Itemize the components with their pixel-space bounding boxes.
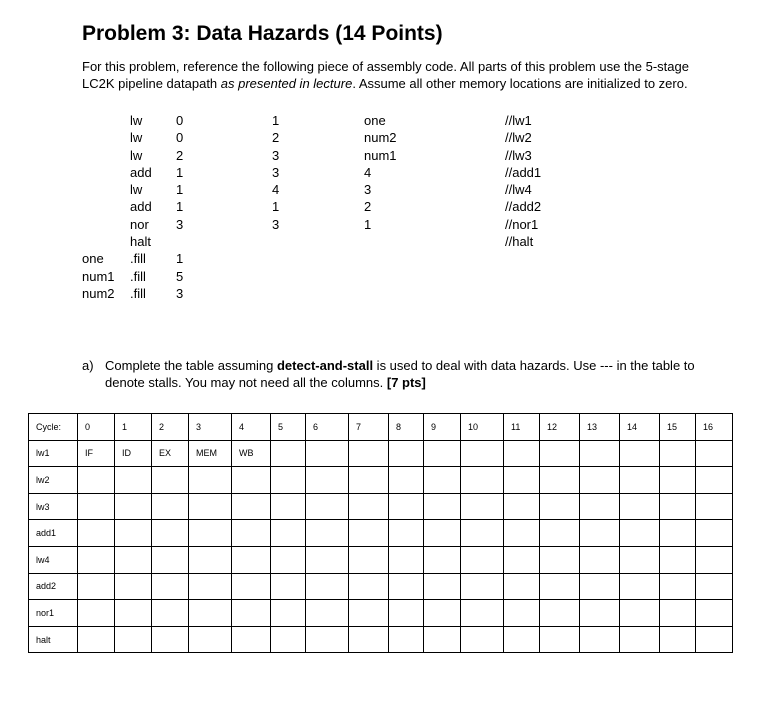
table-row [29, 626, 733, 653]
stage-cell[interactable] [78, 626, 115, 653]
stage-cell[interactable] [620, 467, 660, 494]
cycle-number: 14 [620, 414, 660, 441]
stage-cell[interactable] [461, 573, 504, 600]
stage-cell[interactable] [115, 626, 152, 653]
intro-paragraph [82, 58, 722, 92]
code-op: nor [130, 216, 149, 232]
stage-cell[interactable] [696, 600, 733, 627]
stage-cell[interactable] [349, 440, 389, 467]
stage-cell[interactable] [696, 440, 733, 467]
stage-cell[interactable] [232, 626, 271, 653]
stage-cell[interactable] [78, 520, 115, 547]
stage-cell[interactable] [424, 546, 461, 573]
stage-cell[interactable] [424, 493, 461, 520]
stage-cell[interactable] [461, 440, 504, 467]
stage-cell[interactable] [504, 546, 540, 573]
stage-cell[interactable] [115, 520, 152, 547]
stage-cell[interactable] [696, 573, 733, 600]
stage-cell[interactable] [78, 546, 115, 573]
stage-cell[interactable] [271, 546, 306, 573]
code-label: num1 [82, 268, 115, 284]
intro-text-2: . Assume all other memory locations are initialized to zero. [352, 76, 688, 91]
stage-cell[interactable] [424, 573, 461, 600]
stage-cell[interactable] [461, 626, 504, 653]
stage-cell[interactable]: ID [115, 440, 152, 467]
stage-cell[interactable] [660, 600, 696, 627]
stage-cell[interactable] [115, 600, 152, 627]
cycle-number: 9 [424, 414, 461, 441]
code-op: add [130, 199, 152, 215]
stage-cell[interactable] [232, 493, 271, 520]
stage-cell[interactable] [580, 493, 620, 520]
stage-cell[interactable] [580, 520, 620, 547]
stage-cell[interactable]: WB [232, 440, 271, 467]
stage-cell[interactable] [424, 626, 461, 653]
stage-cell[interactable] [540, 440, 580, 467]
stage-cell[interactable] [540, 600, 580, 627]
cycle-number: 8 [389, 414, 424, 441]
stage-cell[interactable] [349, 546, 389, 573]
intro-text-1: For this problem, reference the following piece of assembly code. All parts of this problem use the 5-stage LC2K pipeline datapath [82, 59, 689, 91]
stage-cell[interactable] [232, 600, 271, 627]
stage-cell[interactable] [540, 626, 580, 653]
part-a-bold-term: detect-and-stall [276, 358, 374, 373]
stage-cell[interactable] [271, 467, 306, 494]
code-comment: //lw1 [505, 113, 532, 128]
code-b: 3 [272, 216, 280, 232]
stage-cell[interactable] [660, 520, 696, 547]
stage-cell[interactable] [580, 626, 620, 653]
stage-cell[interactable] [580, 546, 620, 573]
cycle-number: 15 [660, 414, 696, 441]
code-op: .fill [130, 251, 146, 267]
stage-cell[interactable] [232, 520, 271, 547]
stage-cell[interactable] [349, 600, 389, 627]
code-op: lw [130, 130, 143, 146]
code-c: 2 [364, 199, 372, 215]
cycle-number: 11 [504, 414, 540, 441]
table-row [29, 573, 733, 600]
stage-cell[interactable] [504, 573, 540, 600]
instruction-name: add1 [29, 520, 78, 547]
code-c: 4 [364, 164, 372, 180]
instruction-name: halt [29, 626, 78, 653]
stage-cell[interactable] [306, 493, 349, 520]
part-a-text-1: Complete the table assuming [105, 358, 277, 373]
instruction-name: add2 [29, 573, 78, 600]
cycle-number: 0 [78, 414, 115, 441]
stage-cell[interactable] [461, 600, 504, 627]
instruction-name: lw1 [29, 440, 78, 467]
stage-cell[interactable] [620, 600, 660, 627]
instruction-name: lw3 [29, 493, 78, 520]
stage-cell[interactable] [696, 546, 733, 573]
stage-cell[interactable] [461, 520, 504, 547]
code-op: lw [130, 113, 143, 128]
stage-cell[interactable] [349, 626, 389, 653]
stage-cell[interactable] [189, 467, 232, 494]
stage-cell[interactable] [271, 626, 306, 653]
stage-cell[interactable] [152, 626, 189, 653]
code-comment: //lw4 [505, 182, 532, 198]
code-op: .fill [130, 268, 146, 284]
table-header-row [29, 414, 733, 441]
stage-cell[interactable] [271, 573, 306, 600]
stage-cell[interactable] [389, 573, 424, 600]
code-b: 3 [272, 164, 280, 180]
stage-cell[interactable] [232, 573, 271, 600]
table-row [29, 440, 733, 467]
table-row [29, 546, 733, 573]
stage-cell[interactable] [349, 573, 389, 600]
stage-cell[interactable] [189, 573, 232, 600]
code-b: 1 [272, 199, 280, 215]
cycle-number: 5 [271, 414, 306, 441]
stage-cell[interactable] [189, 546, 232, 573]
code-comment: //halt [505, 234, 534, 250]
stage-cell[interactable] [540, 546, 580, 573]
stage-cell[interactable] [660, 573, 696, 600]
table-row [29, 600, 733, 627]
code-b: 4 [272, 182, 280, 198]
code-c: 3 [364, 182, 372, 198]
cycle-number: 13 [580, 414, 620, 441]
stage-cell[interactable] [271, 520, 306, 547]
stage-cell[interactable] [620, 493, 660, 520]
intro-emphasis: as presented in lecture [220, 76, 353, 91]
stage-cell[interactable]: IF [78, 440, 115, 467]
code-label: one [82, 251, 104, 267]
table-row [29, 467, 733, 494]
stage-cell[interactable] [189, 493, 232, 520]
stage-cell[interactable] [620, 520, 660, 547]
stage-cell[interactable] [306, 467, 349, 494]
stage-cell[interactable] [424, 467, 461, 494]
part-a-label: a) [82, 358, 94, 373]
code-op: lw [130, 182, 143, 198]
problem-title: Problem 3: Data Hazards (14 Points) [82, 22, 443, 45]
stage-cell[interactable] [189, 520, 232, 547]
stage-cell[interactable] [660, 626, 696, 653]
code-a: 1 [176, 164, 184, 180]
cycle-number: 7 [349, 414, 389, 441]
stage-cell[interactable] [461, 493, 504, 520]
stage-cell[interactable] [540, 467, 580, 494]
cycle-number: 1 [115, 414, 152, 441]
pipeline-table [28, 413, 733, 653]
stage-cell[interactable] [580, 600, 620, 627]
stage-cell[interactable] [504, 520, 540, 547]
code-b: 3 [272, 147, 280, 163]
code-c: one [364, 113, 386, 128]
stage-cell[interactable] [389, 493, 424, 520]
code-a: 0 [176, 130, 184, 146]
stage-cell[interactable] [504, 467, 540, 494]
code-c: 1 [364, 216, 372, 232]
stage-cell[interactable] [620, 573, 660, 600]
code-a: 3 [176, 285, 184, 301]
code-comment: //lw2 [505, 130, 532, 146]
part-a-text-2: is used to deal with data hazards. Use --- in the table to denote stalls. You may not need all the columns. [105, 358, 695, 390]
stage-cell[interactable] [152, 493, 189, 520]
stage-cell[interactable] [504, 600, 540, 627]
stage-cell[interactable] [152, 546, 189, 573]
code-comment: //lw3 [505, 147, 532, 163]
stage-cell[interactable] [349, 493, 389, 520]
code-b: 2 [272, 130, 280, 146]
stage-cell[interactable] [389, 626, 424, 653]
stage-cell[interactable] [660, 546, 696, 573]
stage-cell[interactable] [580, 467, 620, 494]
stage-cell[interactable] [232, 467, 271, 494]
stage-cell[interactable] [349, 467, 389, 494]
stage-cell[interactable] [504, 493, 540, 520]
cycle-number: 4 [232, 414, 271, 441]
stage-cell[interactable] [540, 573, 580, 600]
cycle-number: 2 [152, 414, 189, 441]
code-op: .fill [130, 285, 146, 301]
stage-cell[interactable]: EX [152, 440, 189, 467]
part-a-text [105, 357, 702, 391]
stage-cell[interactable] [424, 600, 461, 627]
stage-cell[interactable] [232, 546, 271, 573]
code-comment: //add1 [505, 164, 542, 180]
stage-cell[interactable] [424, 440, 461, 467]
code-a: 2 [176, 147, 184, 163]
cycle-number: 16 [696, 414, 733, 441]
stage-cell[interactable] [306, 546, 349, 573]
code-a: 5 [176, 268, 184, 284]
code-a: 0 [176, 113, 184, 128]
instruction-name: lw4 [29, 546, 78, 573]
cycle-header-label: Cycle: [29, 414, 78, 441]
stage-cell[interactable] [189, 600, 232, 627]
stage-cell[interactable] [306, 626, 349, 653]
stage-cell[interactable] [660, 440, 696, 467]
stage-cell[interactable] [152, 520, 189, 547]
stage-cell[interactable] [580, 440, 620, 467]
stage-cell[interactable] [620, 440, 660, 467]
stage-cell[interactable] [78, 600, 115, 627]
stage-cell[interactable] [306, 440, 349, 467]
stage-cell[interactable] [540, 493, 580, 520]
part-a-instructions [82, 357, 702, 391]
table-row [29, 520, 733, 547]
stage-cell[interactable] [389, 440, 424, 467]
stage-cell[interactable] [271, 440, 306, 467]
stage-cell[interactable] [115, 493, 152, 520]
table-row [29, 493, 733, 520]
stage-cell[interactable] [696, 626, 733, 653]
stage-cell[interactable] [580, 573, 620, 600]
code-op: lw [130, 147, 143, 163]
stage-cell[interactable] [461, 546, 504, 573]
stage-cell[interactable] [389, 467, 424, 494]
stage-cell[interactable] [620, 626, 660, 653]
stage-cell[interactable] [271, 600, 306, 627]
stage-cell[interactable] [389, 546, 424, 573]
stage-cell[interactable] [504, 440, 540, 467]
stage-cell[interactable] [115, 546, 152, 573]
part-a-points: [7 pts] [386, 375, 426, 390]
code-op: halt [130, 234, 151, 250]
stage-cell[interactable] [78, 493, 115, 520]
code-a: 1 [176, 182, 184, 198]
code-a: 3 [176, 216, 184, 232]
cycle-number: 3 [189, 414, 232, 441]
stage-cell[interactable] [389, 600, 424, 627]
code-c: num2 [364, 130, 397, 146]
stage-cell[interactable] [540, 520, 580, 547]
code-c: num1 [364, 147, 397, 163]
stage-cell[interactable] [660, 493, 696, 520]
stage-cell[interactable] [696, 493, 733, 520]
code-b: 1 [272, 113, 280, 128]
stage-cell[interactable] [152, 467, 189, 494]
code-a: 1 [176, 251, 184, 267]
cycle-number: 6 [306, 414, 349, 441]
code-comment: //nor1 [505, 216, 539, 232]
cycle-number: 12 [540, 414, 580, 441]
stage-cell[interactable] [115, 573, 152, 600]
code-label: num2 [82, 285, 115, 301]
stage-cell[interactable] [461, 467, 504, 494]
stage-cell[interactable] [696, 520, 733, 547]
stage-cell[interactable] [152, 573, 189, 600]
stage-cell[interactable] [620, 546, 660, 573]
stage-cell[interactable] [306, 600, 349, 627]
code-op: add [130, 164, 152, 180]
stage-cell[interactable] [660, 467, 696, 494]
stage-cell[interactable] [306, 573, 349, 600]
stage-cell[interactable] [504, 626, 540, 653]
instruction-name: nor1 [29, 600, 78, 627]
instruction-name: lw2 [29, 467, 78, 494]
stage-cell[interactable] [78, 467, 115, 494]
stage-cell[interactable] [152, 600, 189, 627]
stage-cell[interactable] [349, 520, 389, 547]
code-comment: //add2 [505, 199, 542, 215]
stage-cell[interactable]: MEM [189, 440, 232, 467]
stage-cell[interactable] [115, 467, 152, 494]
stage-cell[interactable] [389, 520, 424, 547]
stage-cell[interactable] [189, 626, 232, 653]
code-a: 1 [176, 199, 184, 215]
stage-cell[interactable] [306, 520, 349, 547]
stage-cell[interactable] [424, 520, 461, 547]
stage-cell[interactable] [271, 493, 306, 520]
cycle-number: 10 [461, 414, 504, 441]
stage-cell[interactable] [78, 573, 115, 600]
stage-cell[interactable] [696, 467, 733, 494]
